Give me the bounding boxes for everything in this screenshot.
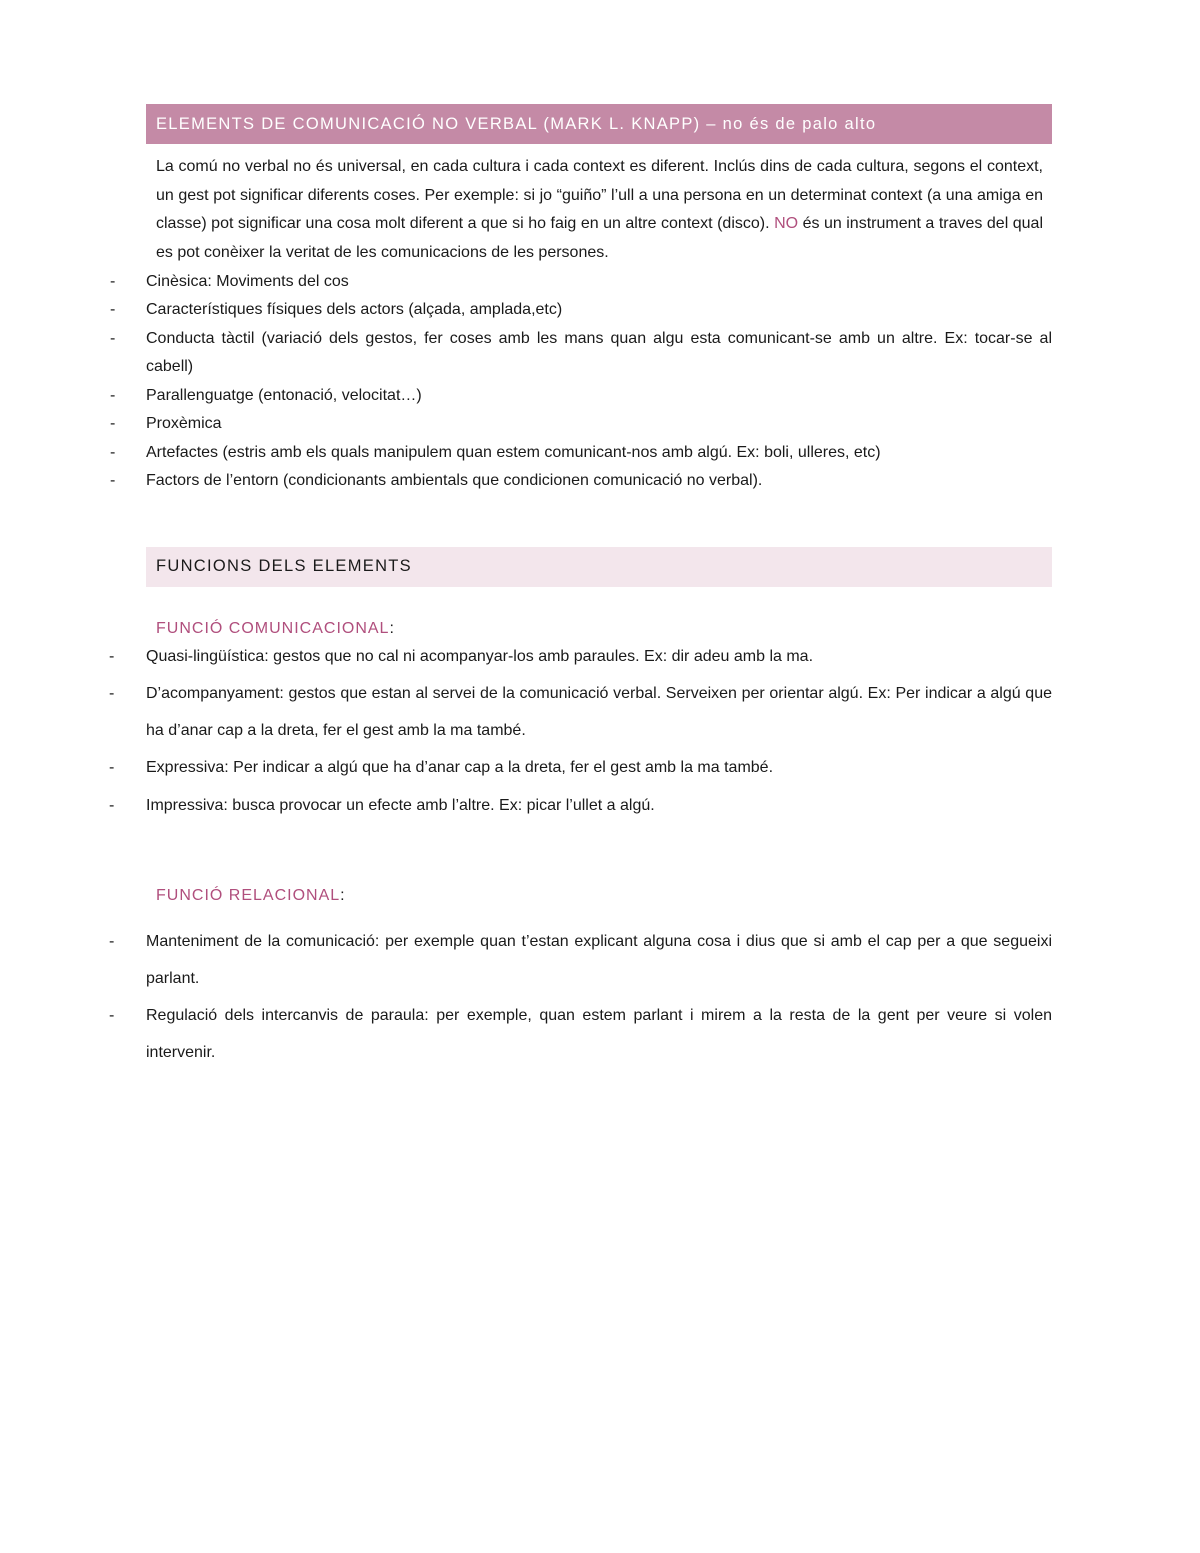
- list-item-text: Expressiva: Per indicar a algú que ha d’anar cap a la dreta, fer el gest amb la ma també.: [146, 759, 774, 777]
- list-item: [110, 296, 1052, 325]
- list-item-text: Quasi-lingüística: gestos que no cal ni acompanyar-los amb paraules. Ex: dir adeu amb la ma.: [146, 647, 814, 665]
- list-item: [110, 382, 1052, 411]
- subheading-text: FUNCIÓ COMUNICACIONAL: [156, 619, 390, 637]
- intro-paragraph: [146, 153, 1052, 268]
- section-heading-text: FUNCIONS DELS ELEMENTS: [156, 557, 412, 576]
- list-item: [110, 410, 1052, 439]
- list-item-text: Proxèmica: [146, 415, 222, 433]
- list-item: [110, 268, 1052, 297]
- dash-bullet: -: [110, 415, 116, 433]
- subheading-colon: :: [340, 886, 346, 904]
- section-heading-elements: [146, 104, 1052, 144]
- list-item: [109, 923, 1052, 997]
- list-item-text: Manteniment de la comunicació: per exemple quan t’estan explicant alguna cosa i dius que si amb el cap per a que segueixi parlant.: [146, 932, 1052, 988]
- intro-highlight-no: NO: [774, 215, 799, 233]
- dash-bullet: -: [109, 759, 115, 777]
- subheading-relacional: [146, 887, 1052, 905]
- list-item-text: Artefactes (estris amb els quals manipulem quan estem comunicant-nos amb algú. Ex: boli, ulleres, etc): [146, 443, 881, 461]
- list-item-text: Característiques físiques dels actors (alçada, amplada,etc): [146, 301, 563, 319]
- list-item-text: Cinèsica: Moviments del cos: [146, 272, 349, 290]
- dash-bullet: -: [110, 301, 116, 319]
- list-item: [110, 467, 1052, 496]
- list-item-text: Parallenguatge (entonació, velocitat…): [146, 386, 422, 404]
- list-item: [109, 749, 1052, 786]
- list-item: [109, 675, 1052, 749]
- dash-bullet: -: [109, 685, 115, 703]
- list-item: [109, 638, 1052, 675]
- section-heading-funcions: [146, 547, 1052, 587]
- dash-bullet: -: [109, 1007, 115, 1025]
- list-item-text: Factors de l’entorn (condicionants ambientals que condicionen comunicació no verbal).: [146, 472, 763, 490]
- intro-text-part2: és un instrument a traves del qual es pot conèixer la veritat de les comunicacions de les persones.: [156, 215, 1043, 262]
- dash-bullet: -: [109, 932, 115, 950]
- dash-bullet: -: [110, 443, 116, 461]
- list-item: [109, 787, 1052, 824]
- section-heading-text: ELEMENTS DE COMUNICACIÓ NO VERBAL (MARK L. KNAPP) – no és de palo alto: [156, 114, 877, 133]
- dash-bullet: -: [110, 472, 116, 490]
- comunicacional-list: [109, 638, 1052, 824]
- list-item-text: Impressiva: busca provocar un efecte amb l’altre. Ex: picar l’ullet a algú.: [146, 796, 655, 814]
- elements-list: [110, 268, 1052, 496]
- list-item: [110, 325, 1052, 382]
- list-item-text: Conducta tàctil (variació dels gestos, fer coses amb les mans quan algu esta comunicant-se amb un altre. Ex: tocar-se al cabell): [146, 329, 1052, 376]
- dash-bullet: -: [110, 329, 116, 347]
- dash-bullet: -: [110, 386, 116, 404]
- list-item: [110, 439, 1052, 468]
- subheading-colon: :: [389, 619, 395, 637]
- subheading-comunicacional: [146, 620, 1052, 638]
- list-item: [109, 997, 1052, 1071]
- list-item-text: Regulació dels intercanvis de paraula: per exemple, quan estem parlant i mirem a la resta de la gent per veure si volen intervenir.: [146, 1007, 1052, 1062]
- dash-bullet: -: [110, 272, 116, 290]
- list-item-text: D’acompanyament: gestos que estan al servei de la comunicació verbal. Serveixen per orientar algú. Ex: Per indicar a algú que ha d’anar cap a la dreta, fer el gest amb la ma també.: [146, 685, 1052, 740]
- document-page: [109, 104, 1052, 1072]
- subheading-text: FUNCIÓ RELACIONAL: [156, 886, 341, 904]
- dash-bullet: -: [109, 647, 115, 665]
- intro-text-part1: La comú no verbal no és universal, en cada cultura i cada context es diferent. Inclús dins de cada cultura, segons el context, un gest pot significar diferents coses. Per exemple: si jo “guiño” l’ull a una persona en un determinat context (a una amiga en classe) pot significar una cosa molt diferent a que si ho faig en un altre context (disco).: [156, 158, 1043, 233]
- relacional-list: [109, 923, 1052, 1072]
- dash-bullet: -: [109, 796, 115, 814]
